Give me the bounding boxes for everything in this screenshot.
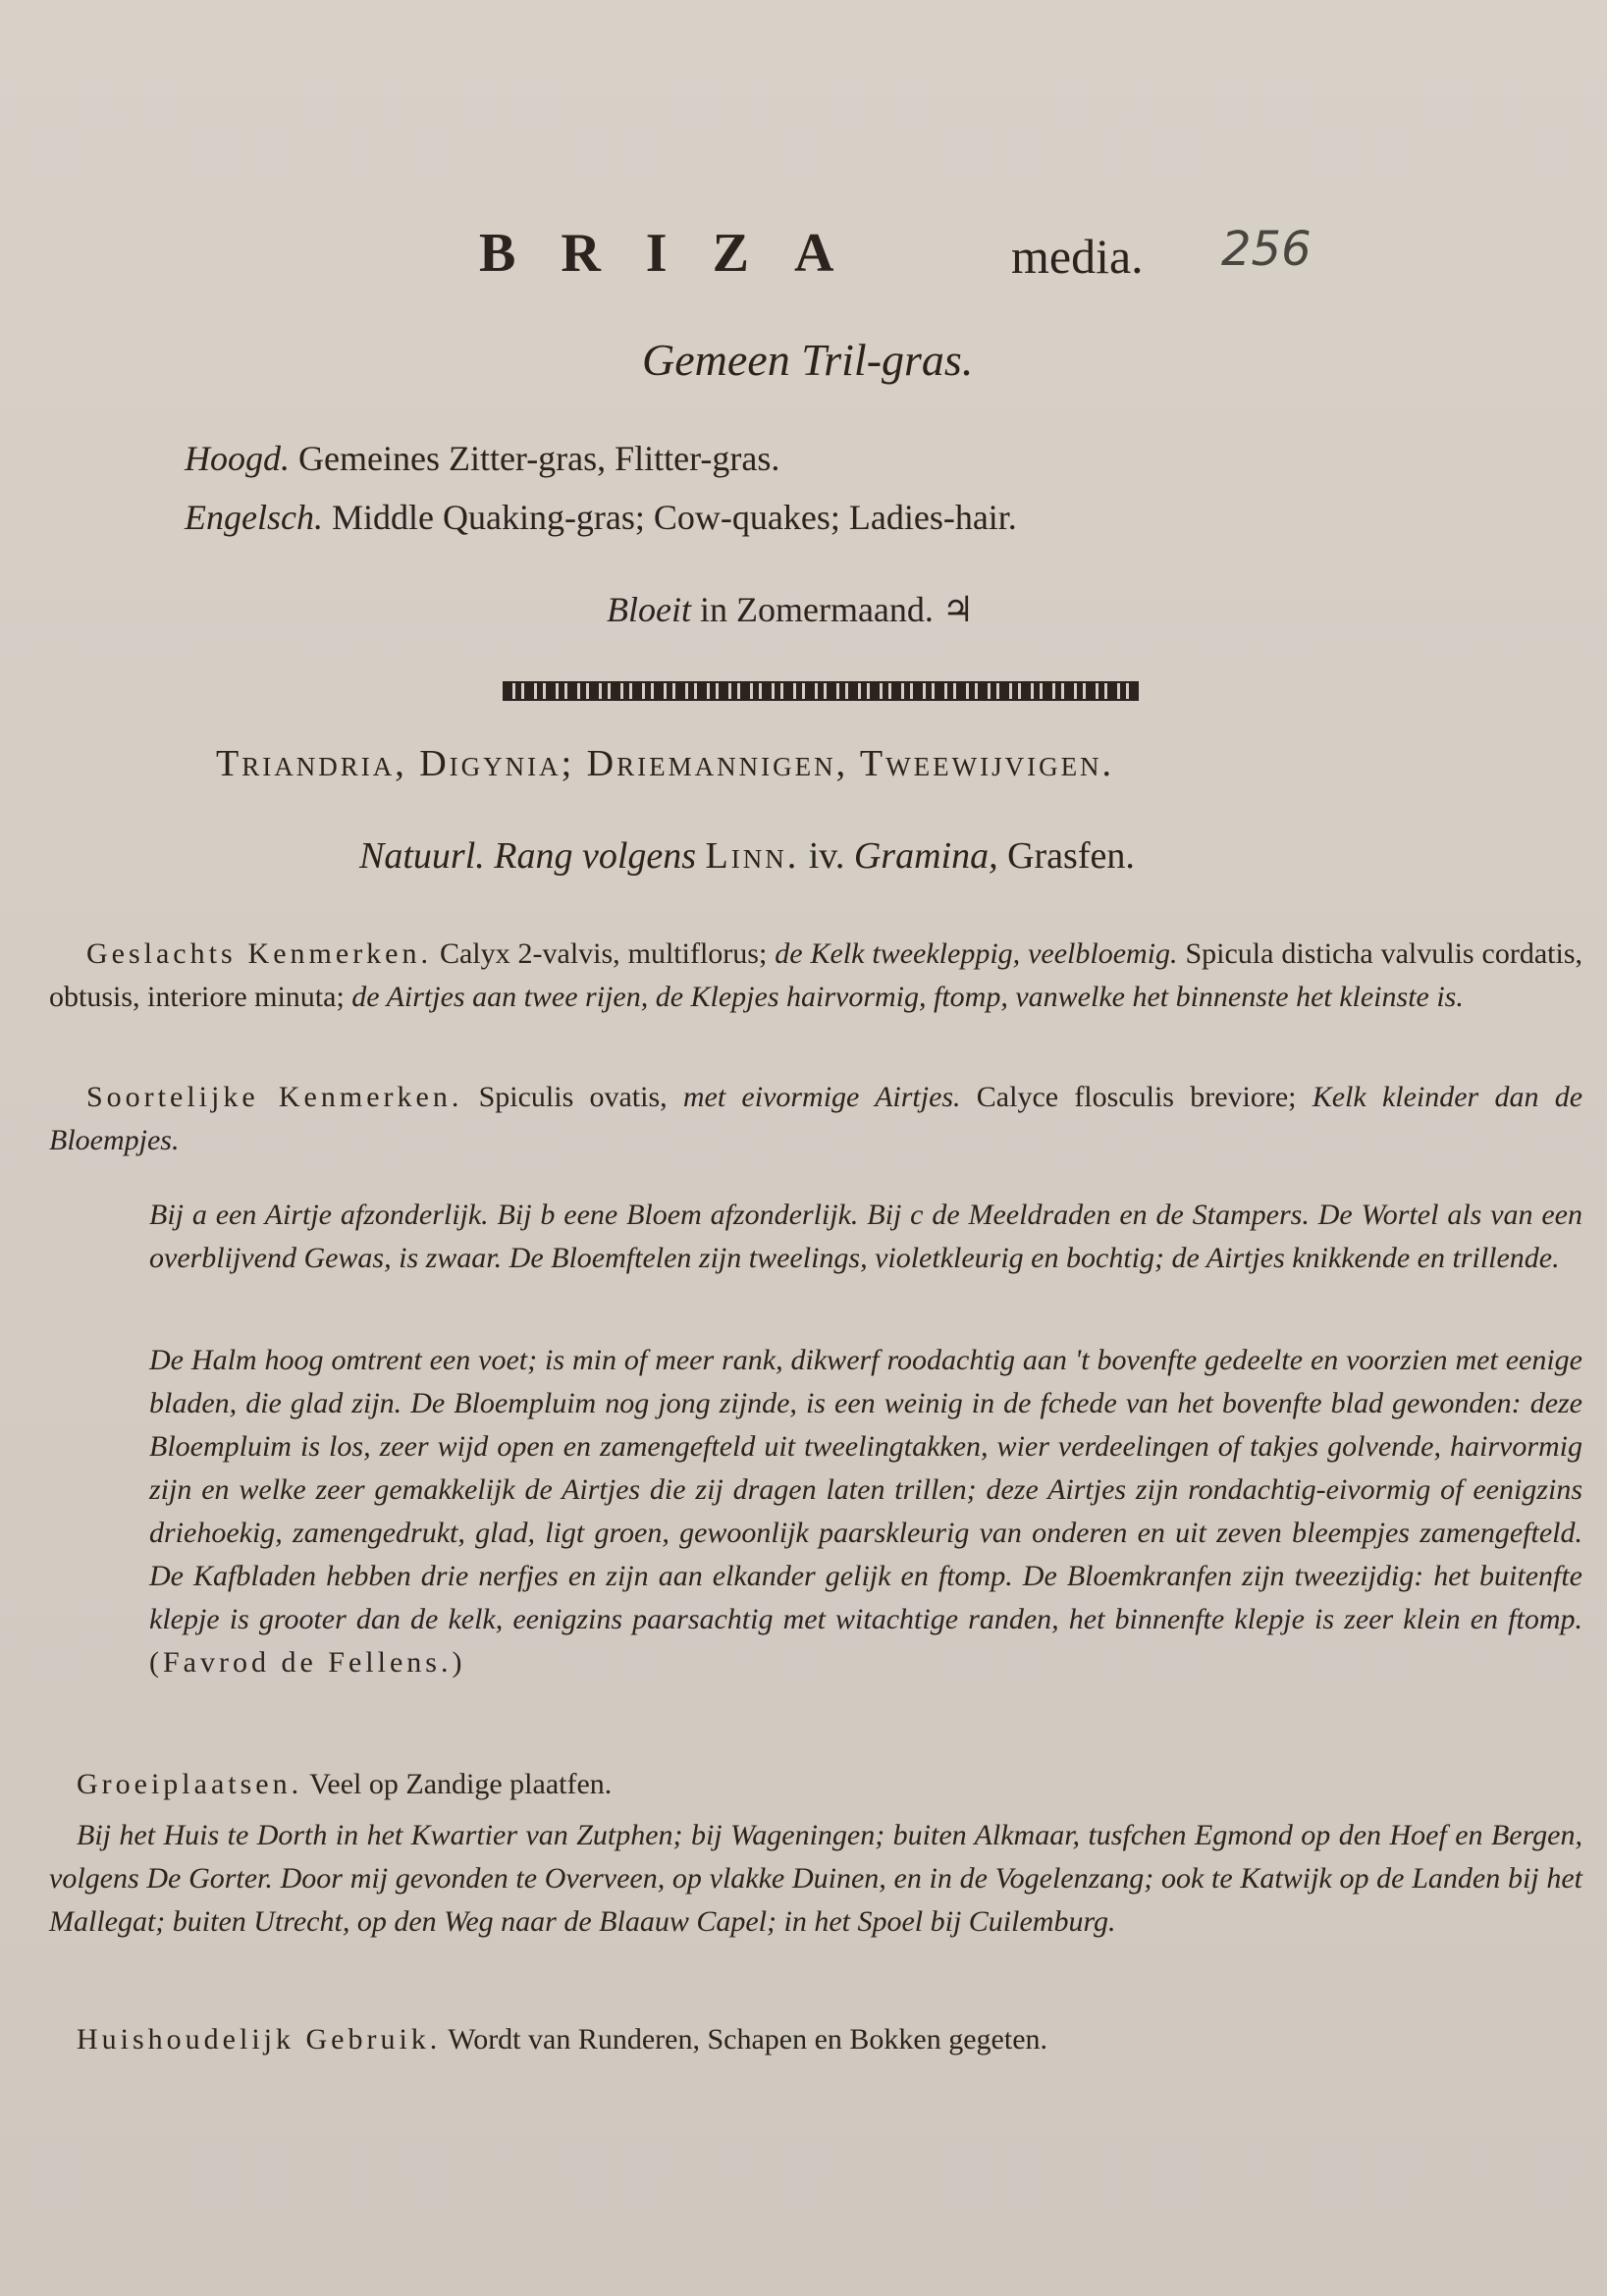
dutch-text: Kelk kleinder dan de Bloempjes. xyxy=(49,1081,1583,1156)
species-name: media. xyxy=(1011,229,1144,284)
dutch-text: de Kelk tweekleppig, veelbloemig. xyxy=(775,937,1178,970)
genus-title: BRIZA xyxy=(479,223,880,284)
rank-group: Gramina, xyxy=(853,835,998,877)
synonym-text: Gemeines Zitter-gras, Flitter-gras. xyxy=(298,439,780,478)
rank-author: Linn. xyxy=(705,835,800,877)
genus-characteristics xyxy=(49,933,1582,1019)
synonym-german xyxy=(185,438,779,479)
bloom-label: Bloeit xyxy=(607,590,691,629)
rank-group-dutch: Grasfen. xyxy=(1007,835,1135,877)
use-text: Wordt van Runderen, Schapen en Bokken gegeten. xyxy=(448,2023,1048,2056)
synonym-text: Middle Quaking-gras; Cow-quakes; Ladies-hair. xyxy=(331,498,1017,537)
section-heading: Soortelijke Kenmerken. xyxy=(86,1081,463,1113)
bloom-time xyxy=(607,589,974,630)
rank-prefix: Natuurl. Rang volgens xyxy=(359,835,697,877)
page-number: 256 xyxy=(1221,222,1312,277)
synonym-lang: Engelsch. xyxy=(185,498,323,537)
rank-number: iv. xyxy=(808,835,845,877)
latin-text: Spiculis ovatis, xyxy=(478,1081,668,1113)
natural-rank xyxy=(359,834,1135,878)
localities: Bij het Huis te Dorth in het Kwartier van Zutphen; bij Wageningen; buiten Alkmaar, tusfchen Egmond op den Hoef en Bergen, volgens De Gorter. Door mij gevonden te Overveen, op vlakke Duinen, en in de Vogelenzang; ook te Katwijk op de Landen bij het Mallegat; buiten Utrecht, op den Weg naar de Blaauw Capel; in het Spoel bij Cuilemburg. xyxy=(49,1819,1582,1938)
latin-text: Spicula disticha valvulis cordatis, obtusis, interiore minuta; xyxy=(49,937,1583,1013)
habitat xyxy=(49,1763,1582,1806)
common-name: Gemeen Tril-gras. xyxy=(642,335,974,385)
description-author: (Favrod de Fellens.) xyxy=(149,1646,466,1679)
habitat-intro: Veel op Zandige plaatfen. xyxy=(309,1768,613,1800)
section-heading: Groeiplaatsen. xyxy=(77,1768,303,1800)
perennial-symbol: ♃ xyxy=(941,590,975,629)
synonym-english xyxy=(185,497,1017,538)
section-heading: Geslachts Kenmerken. xyxy=(86,937,432,970)
dutch-text: de Airtjes aan twee rijen, de Klepjes hairvormig, ftomp, vanwelke het binnenste het kleinste is. xyxy=(351,981,1464,1013)
section-heading: Huishoudelijk Gebruik. xyxy=(77,2023,442,2056)
species-characteristics xyxy=(49,1076,1582,1162)
description-text: De Halm hoog omtrent een voet; is min of meer rank, dikwerf roodachtig aan 't bovenfte gedeelte en voorzien met eenige bladen, die glad zijn. De Bloempluim nog jong zijnde, is een weinig in de fchede van het bovenfte blad gewonden: deze Bloempluim is los, zeer wijd open en zamengefteld uit tweelingtakken, wier verdeelingen of takjes golvende, hairvormig zijn en welke zeer gemakkelijk de Airtjes die zij dragen laten trillen; deze Airtjes zijn rondachtig-eivormig of eenigzins driehoekig, zamengedrukt, glad, ligt groen, gewoonlijk paarskleurig van onderen en uit zeven bleempjes zamengefteld. De Kafbladen hebben drie nerfjes en zijn aan elkander gelijk en ftomp. De Bloemkranfen zijn tweezijdig: het buitenfte klepje is grooter dan de kelk, eenigzins paarsachtig met witachtige randen, het binnenfte klepje is zeer klein en ftomp. xyxy=(149,1344,1582,1635)
figure-description: Bij a een Airtje afzonderlijk. Bij b eene Bloem afzonderlijk. Bij c de Meeldraden en de Stampers. De Wortel als van een overblijvend Gewas, is zwaar. De Bloemftelen zijn tweelings, violetkleurig en bochtig; de Airtjes knikkende en trillende. xyxy=(149,1199,1582,1274)
latin-text: Calyx 2-valvis, multiflorus; xyxy=(439,937,768,970)
latin-text: Calyce flosculis breviore; xyxy=(976,1081,1297,1113)
synonym-lang: Hoogd. xyxy=(185,439,290,478)
economic-use xyxy=(49,2018,1582,2061)
bloom-text: in Zomermaand. xyxy=(699,590,934,629)
classification: Triandria, Digynia; Driemannigen, Tweewijvigen. xyxy=(216,743,1115,784)
dutch-text: met eivormige Airtjes. xyxy=(682,1081,961,1113)
plant-description xyxy=(149,1339,1582,1684)
ornamental-rule xyxy=(503,681,1139,701)
